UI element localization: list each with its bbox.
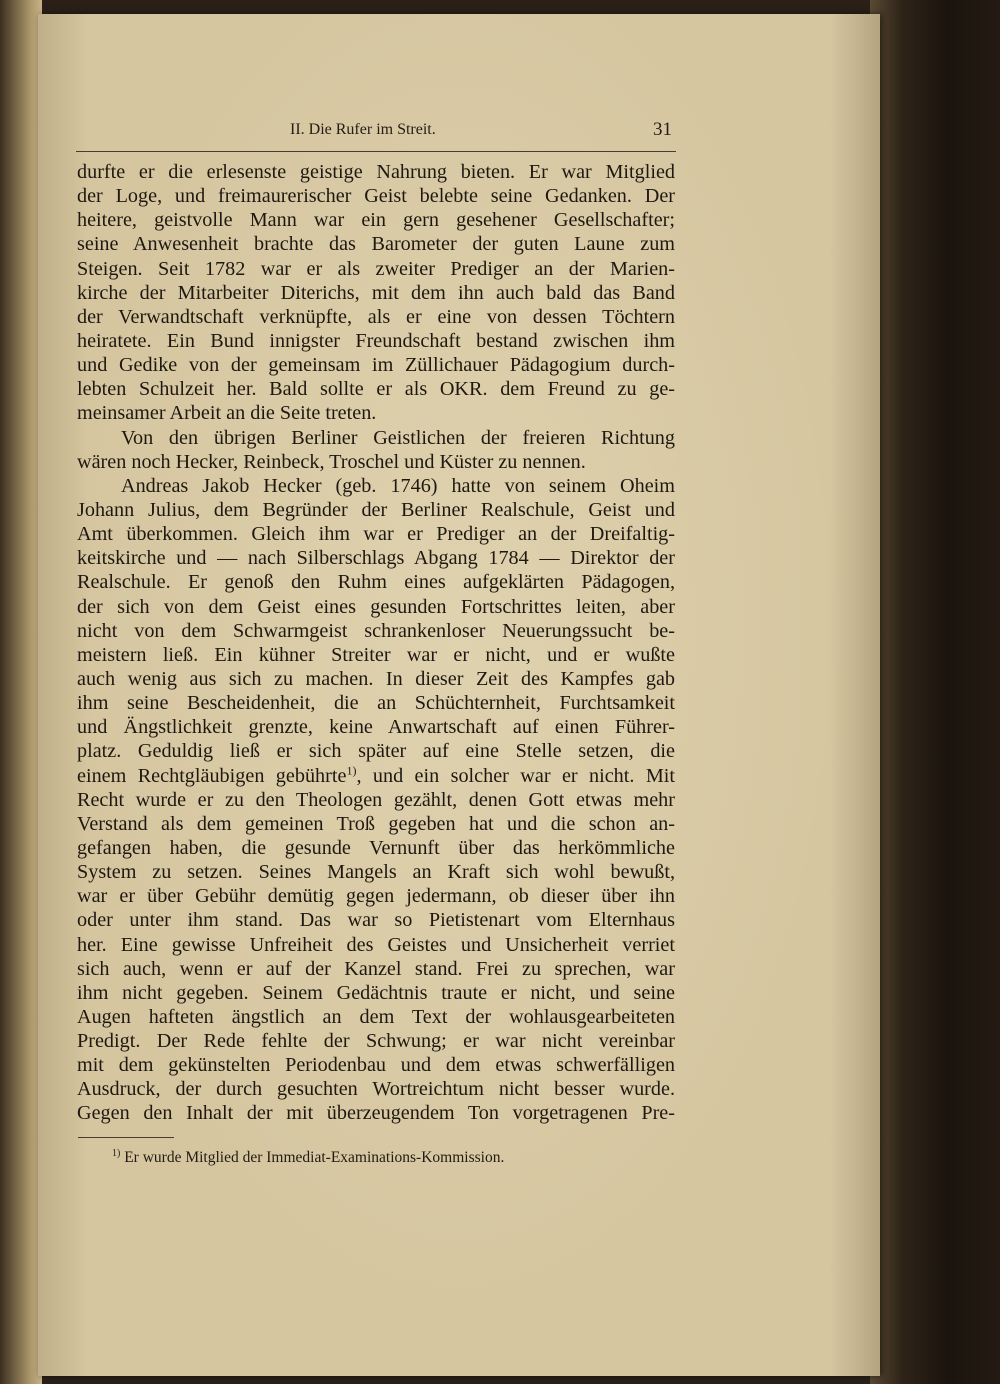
- text-line: her. Eine gewisse Unfreiheit des Geistes und Unsicherheit verriet: [77, 933, 675, 956]
- text-line: System zu setzen. Seines Mangels an Kraft sich wohl bewußt,: [77, 861, 675, 884]
- text-line: Predigt. Der Rede fehlte der Schwung; er war nicht vereinbar: [77, 1030, 675, 1053]
- text-line-with-footnote-ref: [77, 764, 675, 788]
- footnote-ref: 1): [346, 762, 357, 777]
- text-line: sich auch, wenn er auf der Kanzel stand. Frei zu sprechen, war: [77, 957, 675, 980]
- header-rule: [76, 151, 676, 152]
- text-line: lebten Schulzeit her. Bald sollte er als OKR. dem Freund zu ge-: [77, 378, 675, 401]
- text-line: der sich von dem Geist eines gesunden Fortschrittes leiten, aber: [77, 595, 675, 618]
- text-segment: , und ein solcher war er nicht. Mit: [356, 764, 675, 787]
- text-line: keitskirche und — nach Silberschlags Abgang 1784 — Direktor der: [77, 547, 675, 570]
- text-line: wären noch Hecker, Reinbeck, Troschel und Küster zu nennen.: [77, 450, 586, 473]
- text-line: auch wenig aus sich zu machen. In dieser Zeit des Kampfes gab: [77, 667, 675, 690]
- text-line: Realschule. Er genoß den Ruhm eines aufgeklärten Pädagogen,: [77, 571, 675, 594]
- text-line: ihm seine Bescheidenheit, die an Schüchternheit, Furchtsamkeit: [77, 692, 675, 715]
- text-line: kirche der Mitarbeiter Diterichs, mit dem ihn auch bald das Band: [77, 281, 675, 304]
- text-line: Gegen den Inhalt der mit überzeugendem Ton vorgetragenen Pre-: [77, 1102, 675, 1125]
- footnote-marker: 1): [112, 1148, 121, 1159]
- text-line: Johann Julius, dem Begründer der Berliner Realschule, Geist und: [77, 498, 675, 521]
- running-head: II. Die Rufer im Streit.: [290, 121, 436, 138]
- text-line: platz. Geduldig ließ er sich später auf eine Stelle setzen, die: [77, 740, 675, 763]
- footnote-text: Er wurde Mitglied der Immediat-Examinations-Kommission.: [124, 1149, 505, 1167]
- text-line: Andreas Jakob Hecker (geb. 1746) hatte von seinem Oheim: [121, 474, 675, 497]
- text-line: der Verwandtschaft verknüpfte, als er eine von dessen Töchtern: [77, 305, 675, 328]
- body-text: [77, 160, 675, 1126]
- text-line: und Ängstlichkeit grenzte, keine Anwartschaft auf einen Führer-: [77, 716, 675, 739]
- text-line: Steigen. Seit 1782 war er als zweiter Prediger an der Marien-: [77, 257, 675, 280]
- text-line: nicht von dem Schwarmgeist schrankenloser Neuerungssucht be-: [77, 619, 675, 642]
- text-line: und Gedike von der gemeinsam im Züllichauer Pädagogium durch-: [77, 354, 675, 377]
- text-segment: einem Rechtgläubigen gebührte: [77, 764, 347, 787]
- text-line: seine Anwesenheit brachte das Barometer der guten Laune zum: [77, 233, 675, 256]
- book-gutter-left: [0, 0, 42, 1384]
- text-line: der Loge, und freimaurerischer Geist belebte seine Gedanken. Der: [77, 185, 675, 208]
- footnote: [112, 1148, 504, 1167]
- text-line: heitere, geistvolle Mann war ein gern gesehener Gesellschafter;: [77, 209, 675, 232]
- text-line: Recht wurde er zu den Theologen gezählt, denen Gott etwas mehr: [77, 788, 675, 811]
- text-line: ihm nicht gegeben. Seinem Gedächtnis traute er nicht, und seine: [77, 981, 675, 1004]
- text-line: mit dem gekünstelten Periodenbau und dem etwas schwerfälligen: [77, 1054, 675, 1077]
- footnote-rule: [78, 1137, 174, 1138]
- text-line: durfte er die erlesenste geistige Nahrung bieten. Er war Mitglied: [77, 161, 675, 183]
- page-number: 31: [653, 119, 672, 140]
- book-edge-right: [870, 0, 1000, 1384]
- text-line: oder unter ihm stand. Das war so Pietistenart vom Elternhaus: [77, 909, 675, 932]
- text-line: gefangen haben, die gesunde Vernunft über das herkömmliche: [77, 836, 675, 859]
- page-header: [290, 119, 672, 143]
- text-line: heiratete. Ein Bund innigster Freundschaft bestand zwischen ihm: [77, 329, 675, 352]
- text-line: meistern ließ. Ein kühner Streiter war er nicht, und er wußte: [77, 643, 675, 666]
- text-line: Augen hafteten ängstlich an dem Text der wohlausgearbeiteten: [77, 1005, 675, 1028]
- text-line: Ausdruck, der durch gesuchten Wortreichtum nicht besser wurde.: [77, 1078, 675, 1101]
- text-line: Verstand als dem gemeinen Troß gegeben hat und die schon an-: [77, 812, 675, 835]
- text-line: Von den übrigen Berliner Geistlichen der freieren Richtung: [121, 426, 675, 449]
- text-line: war er über Gebühr demütig gegen jedermann, ob dieser über ihn: [77, 885, 675, 908]
- text-line: meinsamer Arbeit an die Seite treten.: [77, 402, 377, 425]
- text-line: Amt überkommen. Gleich ihm war er Prediger an der Dreifaltig-: [77, 523, 675, 546]
